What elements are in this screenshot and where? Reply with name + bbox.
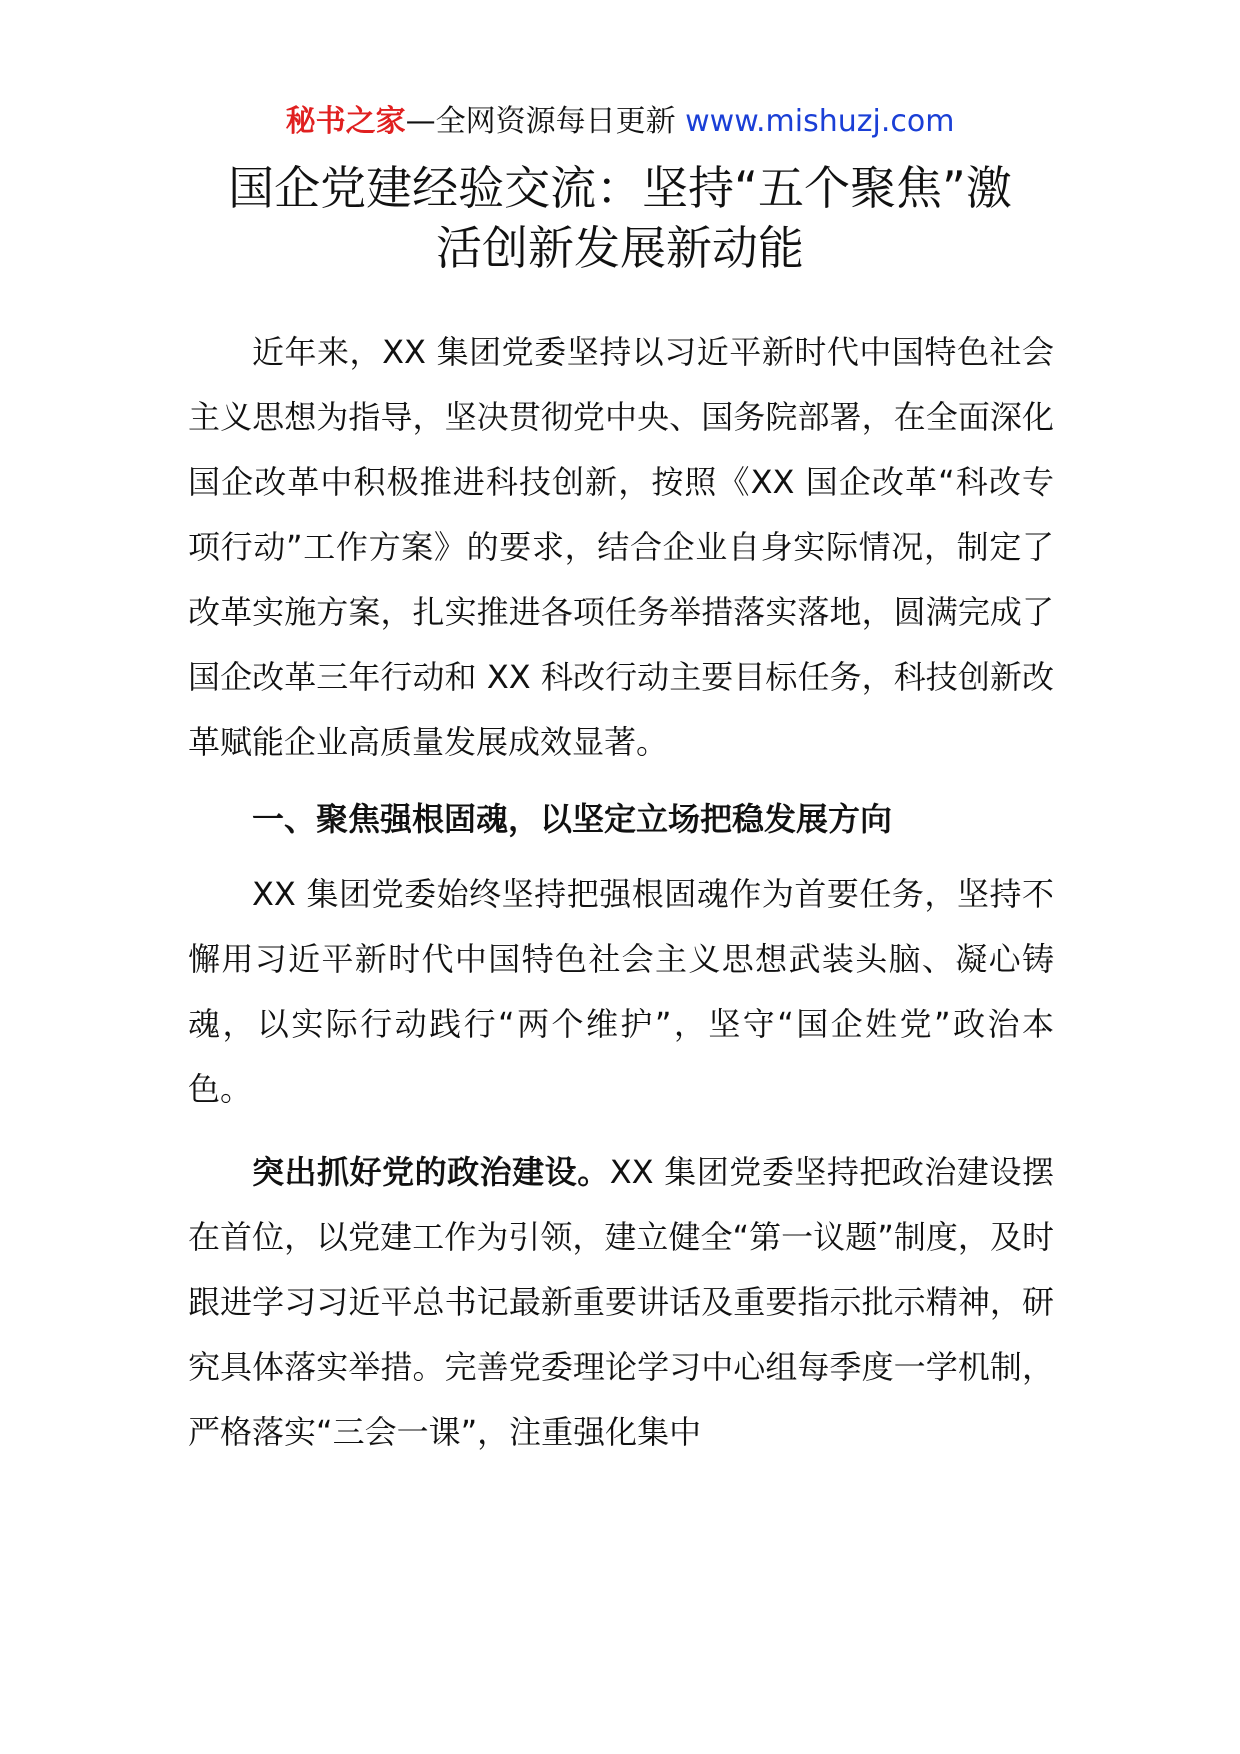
intro-paragraph: 近年来，XX 集团党委坚持以习近平新时代中国特色社会主义思想为指导，坚决贯彻党中央、国务院部署，在全面深化国企改革中积极推进科技创新，按照《XX 国企改革“科改专项行动”工作方案》的要求，结合企业自身实际情况，制定了改革实施方案，扎实推进各项任务举措落实落地，圆满完成了国企改革三年行动和 XX 科改行动主要目标任务，科技创新改革赋能企业高质量发展成效显著。: [188, 333, 1054, 761]
site-url-link[interactable]: www.mishuzj.com: [685, 104, 955, 139]
site-brand: 秘书之家: [285, 104, 406, 139]
site-header: [0, 100, 1240, 144]
section-1-paragraph: XX 集团党委始终坚持把强根固魂作为首要任务，坚持不懈用习近平新时代中国特色社会主义思想武装头脑、凝心铸魂，以实际行动践行“两个维护”，坚守“国企姓党”政治本色。: [188, 875, 1054, 1108]
site-slogan: —全网资源每日更新: [405, 104, 686, 139]
document-title-line-2: 活创新发展新动能: [436, 221, 804, 275]
document-title: [150, 158, 1090, 278]
document-body: [188, 320, 1054, 1465]
section-1-subsection-paragraph: [188, 1140, 1054, 1465]
subsection-text: XX 集团党委坚持把政治建设摆在首位，以党建工作为引领，建立健全“第一议题”制度，及时跟进学习习近平总书记最新重要讲话及重要指示批示精神，研究具体落实举措。完善党委理论学习中心组每季度一学机制，严格落实“三会一课”，注重强化集中: [188, 1153, 1054, 1451]
subsection-lead: 突出抓好党的政治建设。: [252, 1153, 610, 1191]
document-title-line-1: 国企党建经验交流：坚持“五个聚焦”激: [228, 161, 1012, 215]
section-1-heading: 一、聚焦强根固魂，以坚定立场把稳发展方向: [252, 800, 893, 838]
